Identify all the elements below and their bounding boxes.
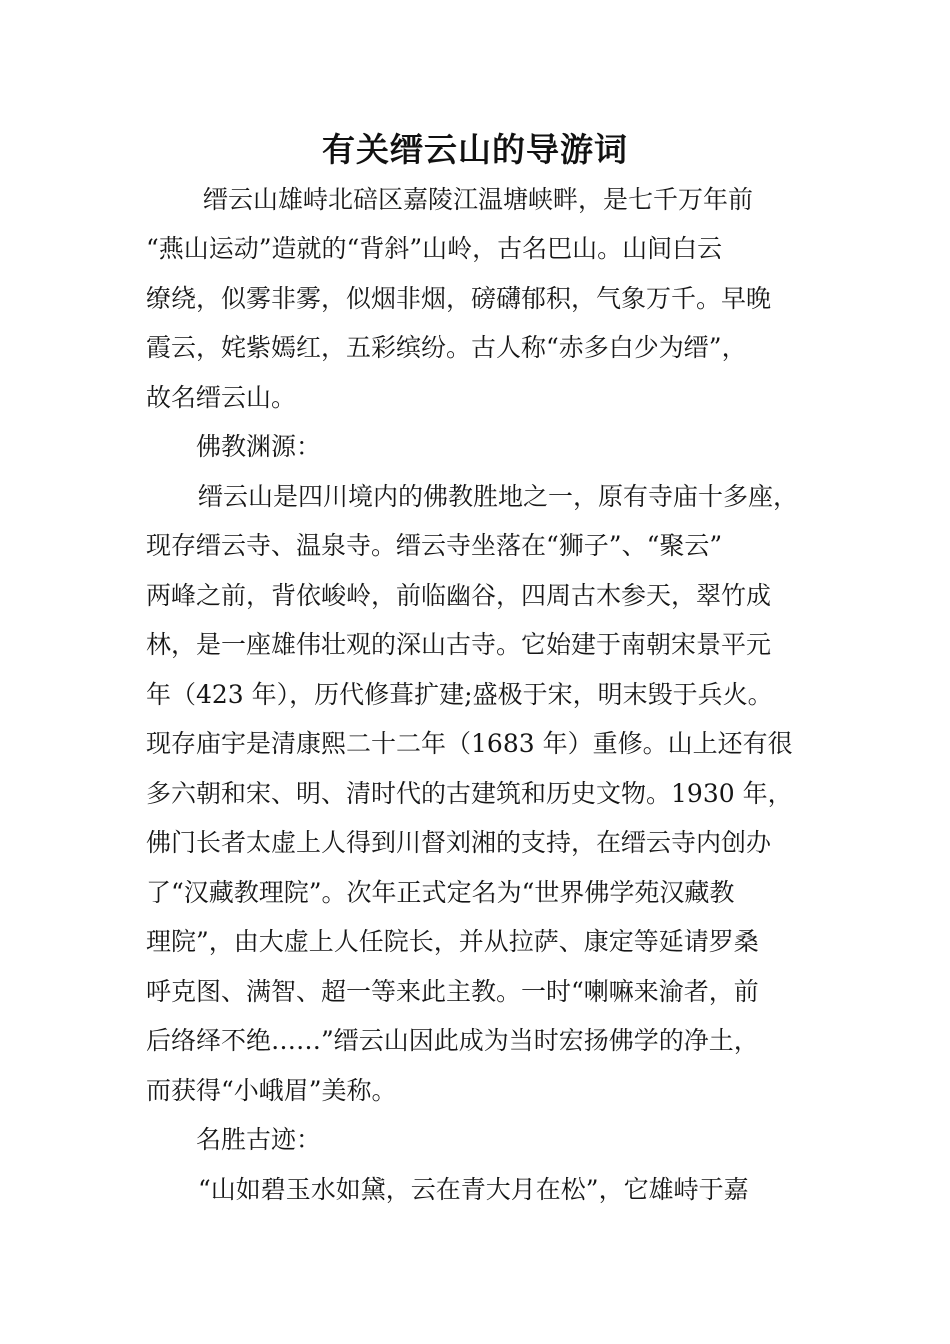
- paragraph-line: 两峰之前，背依峻岭，前临幽谷，四周古木参天，翠竹成: [146, 581, 772, 610]
- paragraph-line: 缭绕，似雾非雾，似烟非烟，磅礴郁积，气象万千。早晚: [146, 284, 772, 313]
- paragraph-line: 了“汉藏教理院”。次年正式定名为“世界佛学苑汉藏教: [146, 878, 735, 907]
- section-heading-landmarks: 名胜古迹：: [196, 1125, 322, 1154]
- paragraph-line: 后络绎不绝……”缙云山因此成为当时宏扬佛学的净土，: [146, 1026, 759, 1055]
- paragraph-line: “燕山运动”造就的“背斜”山岭，古名巴山。山间白云: [146, 234, 723, 263]
- paragraph-line: 缙云山是四川境内的佛教胜地之一，原有寺庙十多座，: [198, 482, 799, 511]
- document-title: 有关缙云山的导游词: [322, 130, 628, 169]
- section-heading-buddhism: 佛教渊源：: [196, 432, 322, 461]
- paragraph-line: 现存缙云寺、温泉寺。缙云寺坐落在“狮子”、“聚云”: [146, 531, 723, 560]
- paragraph-line: “山如碧玉水如黛，云在青大月在松”，它雄峙于嘉: [198, 1175, 749, 1204]
- paragraph-line: 故名缙云山。: [146, 383, 297, 412]
- paragraph-line: 佛门长者太虚上人得到川督刘湘的支持，在缙云寺内创办: [146, 828, 772, 857]
- paragraph-line: 缙云山雄峙北碚区嘉陵江温塘峡畔，是七千万年前: [203, 185, 754, 214]
- paragraph-line: 霞云，姹紫嫣红，五彩缤纷。古人称“赤多白少为缙”，: [146, 333, 747, 362]
- paragraph-line: 多六朝和宋、明、清时代的古建筑和历史文物。1930 年，: [146, 779, 793, 808]
- paragraph-line: 而获得“小峨眉”美称。: [146, 1076, 397, 1105]
- paragraph-line: 年（423 年），历代修葺扩建;盛极于宋，明末毁于兵火。: [146, 680, 773, 709]
- paragraph-line: 林，是一座雄伟壮观的深山古寺。它始建于南朝宋景平元: [146, 630, 772, 659]
- paragraph-line: 现存庙宇是清康熙二十二年（1683 年）重修。山上还有很: [146, 729, 793, 758]
- paragraph-line: 理院”，由大虚上人任院长，并从拉萨、康定等延请罗桑: [146, 927, 759, 956]
- paragraph-line: 呼克图、满智、超一等来此主教。一时“喇嘛来渝者，前: [146, 977, 759, 1006]
